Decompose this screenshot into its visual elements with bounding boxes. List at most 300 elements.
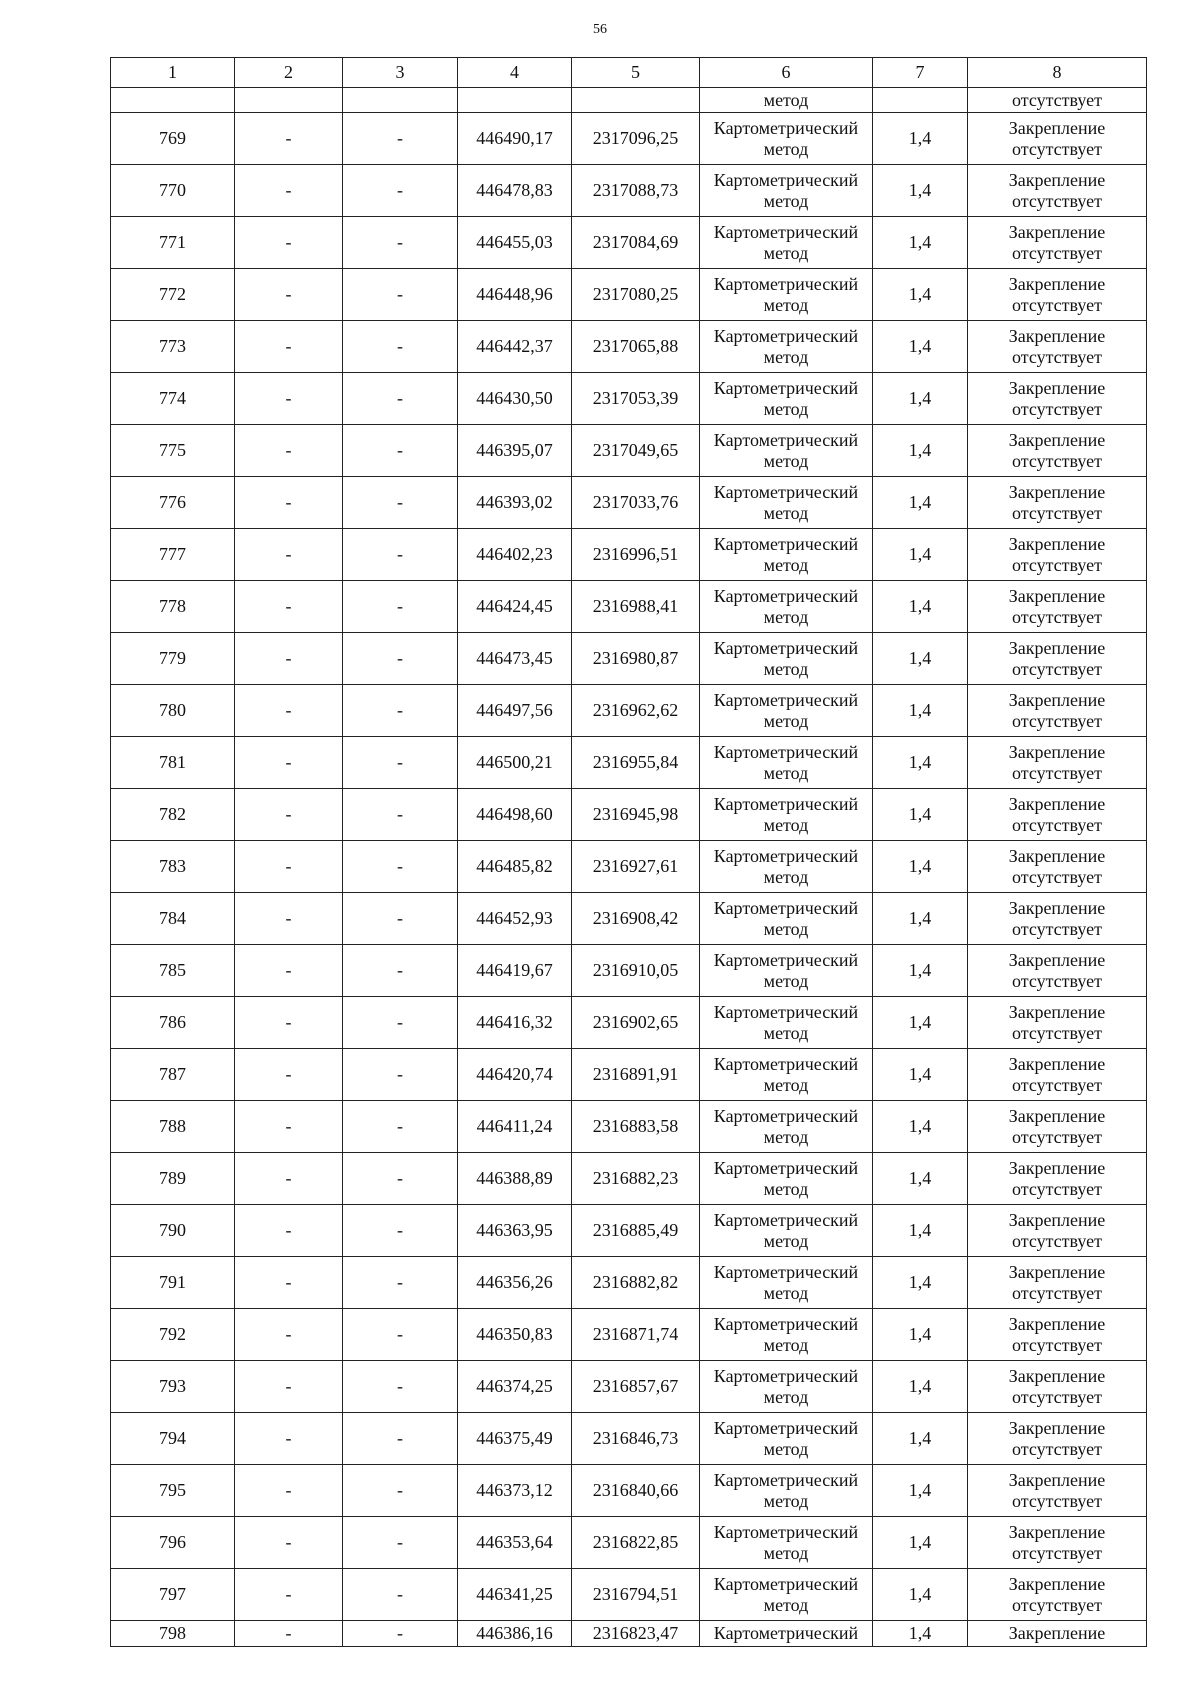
table-cell: - bbox=[343, 893, 458, 945]
method-line-1: Картометрический bbox=[713, 221, 859, 242]
table-row bbox=[111, 1413, 1147, 1465]
fixation-cell bbox=[968, 737, 1147, 789]
method-line-2: метод bbox=[763, 1230, 809, 1251]
point-number-cell: 782 bbox=[111, 789, 235, 841]
accuracy-cell bbox=[873, 88, 968, 113]
method-cell bbox=[700, 217, 873, 269]
fixation-line-2: отсутствует bbox=[1011, 1230, 1103, 1251]
fixation-line-2: отсутствует bbox=[1011, 1334, 1103, 1355]
fixation-line-1: Закрепление bbox=[1008, 1209, 1106, 1230]
fixation-line-1: Закрепление bbox=[1008, 1001, 1106, 1022]
method-line-2: метод bbox=[763, 398, 809, 419]
table-cell: - bbox=[343, 1049, 458, 1101]
table-row bbox=[111, 269, 1147, 321]
accuracy-cell: 1,4 bbox=[873, 217, 968, 269]
table-row bbox=[111, 997, 1147, 1049]
table-cell: - bbox=[343, 425, 458, 477]
method-cell bbox=[700, 269, 873, 321]
accuracy-cell: 1,4 bbox=[873, 1205, 968, 1257]
accuracy-cell: 1,4 bbox=[873, 841, 968, 893]
table-row bbox=[111, 737, 1147, 789]
method-cell bbox=[700, 1361, 873, 1413]
column-header: 5 bbox=[572, 58, 700, 88]
fixation-line-1: Закрепление bbox=[1008, 1521, 1106, 1542]
x-coordinate-cell: 446478,83 bbox=[458, 165, 572, 217]
table-cell: - bbox=[343, 373, 458, 425]
table-cell: - bbox=[343, 269, 458, 321]
fixation-cell bbox=[968, 1205, 1147, 1257]
table-row bbox=[111, 113, 1147, 165]
table-cell: - bbox=[235, 1101, 343, 1153]
accuracy-cell: 1,4 bbox=[873, 685, 968, 737]
point-number-cell: 778 bbox=[111, 581, 235, 633]
table-cell: - bbox=[235, 1517, 343, 1569]
fixation-cell bbox=[968, 1361, 1147, 1413]
y-coordinate-cell: 2317053,39 bbox=[572, 373, 700, 425]
table-row bbox=[111, 581, 1147, 633]
column-header: 3 bbox=[343, 58, 458, 88]
y-coordinate-cell: 2317080,25 bbox=[572, 269, 700, 321]
accuracy-cell: 1,4 bbox=[873, 997, 968, 1049]
fixation-cell bbox=[968, 1517, 1147, 1569]
fixation-line-1: Закрепление bbox=[1008, 1417, 1106, 1438]
y-coordinate-cell: 2316902,65 bbox=[572, 997, 700, 1049]
accuracy-cell: 1,4 bbox=[873, 1621, 968, 1647]
fixation-cell bbox=[968, 425, 1147, 477]
fixation-cell bbox=[968, 841, 1147, 893]
fixation-line-2: отсутствует bbox=[1011, 1490, 1103, 1511]
fixation-line-2: отсутствует bbox=[1011, 1438, 1103, 1459]
method-cell bbox=[700, 321, 873, 373]
y-coordinate-cell bbox=[572, 88, 700, 113]
method-line-1: Картометрический bbox=[713, 1001, 859, 1022]
table-cell: - bbox=[235, 893, 343, 945]
method-line-1: Картометрический bbox=[713, 1313, 859, 1334]
method-cell bbox=[700, 1205, 873, 1257]
table-cell: - bbox=[343, 1569, 458, 1621]
method-cell bbox=[700, 997, 873, 1049]
method-cell bbox=[700, 789, 873, 841]
table-cell: - bbox=[343, 1101, 458, 1153]
y-coordinate-cell: 2317065,88 bbox=[572, 321, 700, 373]
method-line-2: метод bbox=[763, 1438, 809, 1459]
column-header: 4 bbox=[458, 58, 572, 88]
table-row bbox=[111, 1101, 1147, 1153]
fixation-cell bbox=[968, 945, 1147, 997]
x-coordinate-cell: 446395,07 bbox=[458, 425, 572, 477]
method-line-1: Картометрический bbox=[713, 1573, 859, 1594]
method-line-1: Картометрический bbox=[713, 585, 859, 606]
table-cell: - bbox=[343, 789, 458, 841]
page-number: 56 bbox=[593, 22, 607, 37]
table-row bbox=[111, 1257, 1147, 1309]
point-number-cell: 783 bbox=[111, 841, 235, 893]
fixation-line-2: отсутствует bbox=[1011, 1542, 1103, 1563]
method-line-2: метод bbox=[763, 554, 809, 575]
table-cell: - bbox=[235, 997, 343, 1049]
table-cell: - bbox=[235, 1049, 343, 1101]
table-cell: - bbox=[235, 1621, 343, 1647]
point-number-cell: 775 bbox=[111, 425, 235, 477]
column-header: 2 bbox=[235, 58, 343, 88]
fixation-line-1: Закрепление bbox=[1008, 117, 1106, 138]
accuracy-cell: 1,4 bbox=[873, 1257, 968, 1309]
table-cell: - bbox=[235, 633, 343, 685]
fixation-cell bbox=[968, 269, 1147, 321]
x-coordinate-cell: 446473,45 bbox=[458, 633, 572, 685]
table-cell: - bbox=[235, 1465, 343, 1517]
fixation-line-1: Закрепление bbox=[1008, 169, 1106, 190]
method-line-1: Картометрический bbox=[713, 429, 859, 450]
table-cell: - bbox=[343, 529, 458, 581]
method-cell bbox=[700, 1257, 873, 1309]
method-cell: метод bbox=[700, 88, 873, 113]
table-row bbox=[111, 633, 1147, 685]
table-cell: - bbox=[343, 997, 458, 1049]
table-cell: - bbox=[343, 1621, 458, 1647]
fixation-line-2: отсутствует bbox=[1011, 970, 1103, 991]
column-header: 8 bbox=[968, 58, 1147, 88]
table-cell bbox=[235, 88, 343, 113]
fixation-cell bbox=[968, 1049, 1147, 1101]
fixation-line-2: отсутствует bbox=[1011, 1126, 1103, 1147]
column-header: 6 bbox=[700, 58, 873, 88]
table-row-partial bbox=[111, 1621, 1147, 1647]
method-line-1: Картометрический bbox=[713, 1521, 859, 1542]
point-number-cell: 794 bbox=[111, 1413, 235, 1465]
fixation-line-2: отсутствует bbox=[1011, 1594, 1103, 1615]
y-coordinate-cell: 2316794,51 bbox=[572, 1569, 700, 1621]
method-cell bbox=[700, 529, 873, 581]
fixation-line-1: Закрепление bbox=[1008, 585, 1106, 606]
x-coordinate-cell: 446419,67 bbox=[458, 945, 572, 997]
fixation-cell bbox=[968, 1257, 1147, 1309]
fixation-cell bbox=[968, 1309, 1147, 1361]
table-cell: - bbox=[343, 165, 458, 217]
fixation-cell bbox=[968, 685, 1147, 737]
table-cell: - bbox=[343, 1257, 458, 1309]
method-line-2: метод bbox=[763, 1386, 809, 1407]
point-number-cell: 769 bbox=[111, 113, 235, 165]
coordinates-table bbox=[110, 57, 1147, 1647]
table-cell: - bbox=[343, 581, 458, 633]
method-line-1: Картометрический bbox=[713, 325, 859, 346]
table-cell: - bbox=[235, 1205, 343, 1257]
fixation-cell bbox=[968, 113, 1147, 165]
table-row bbox=[111, 789, 1147, 841]
method-line-1: Картометрический bbox=[713, 637, 859, 658]
method-line-1: Картометрический bbox=[713, 793, 859, 814]
table-cell: - bbox=[235, 1153, 343, 1205]
fixation-cell: Закрепление bbox=[968, 1621, 1147, 1647]
table-cell: - bbox=[343, 321, 458, 373]
y-coordinate-cell: 2316882,82 bbox=[572, 1257, 700, 1309]
method-line-1: Картометрический bbox=[713, 1365, 859, 1386]
accuracy-cell: 1,4 bbox=[873, 529, 968, 581]
point-number-cell: 784 bbox=[111, 893, 235, 945]
fixation-line-1: Закрепление bbox=[1008, 689, 1106, 710]
table-cell: - bbox=[235, 321, 343, 373]
point-number-cell: 776 bbox=[111, 477, 235, 529]
method-line-1: Картометрический bbox=[713, 1469, 859, 1490]
method-line-2: метод bbox=[763, 762, 809, 783]
method-cell bbox=[700, 1465, 873, 1517]
fixation-cell bbox=[968, 217, 1147, 269]
continued-row bbox=[111, 88, 1147, 113]
table-row bbox=[111, 841, 1147, 893]
x-coordinate-cell: 446375,49 bbox=[458, 1413, 572, 1465]
table-cell: - bbox=[235, 789, 343, 841]
method-line-2: метод bbox=[763, 190, 809, 211]
fixation-line-1: Закрепление bbox=[1008, 793, 1106, 814]
point-number-cell: 777 bbox=[111, 529, 235, 581]
point-number-cell: 789 bbox=[111, 1153, 235, 1205]
table-row bbox=[111, 1517, 1147, 1569]
method-cell bbox=[700, 1413, 873, 1465]
y-coordinate-cell: 2316846,73 bbox=[572, 1413, 700, 1465]
accuracy-cell: 1,4 bbox=[873, 1413, 968, 1465]
table-row bbox=[111, 1049, 1147, 1101]
point-number-cell: 786 bbox=[111, 997, 235, 1049]
method-cell bbox=[700, 841, 873, 893]
x-coordinate-cell: 446455,03 bbox=[458, 217, 572, 269]
accuracy-cell: 1,4 bbox=[873, 113, 968, 165]
table-cell: - bbox=[343, 841, 458, 893]
fixation-line-2: отсутствует bbox=[1011, 554, 1103, 575]
table-cell bbox=[343, 88, 458, 113]
method-line-2: метод bbox=[763, 970, 809, 991]
table-cell: - bbox=[235, 1257, 343, 1309]
fixation-line-2: отсутствует bbox=[1011, 294, 1103, 315]
method-line-2: метод bbox=[763, 450, 809, 471]
fixation-line-1: Закрепление bbox=[1008, 1105, 1106, 1126]
y-coordinate-cell: 2316891,91 bbox=[572, 1049, 700, 1101]
fixation-line-2: отсутствует bbox=[1011, 710, 1103, 731]
fixation-line-2: отсутствует bbox=[1011, 398, 1103, 419]
method-cell bbox=[700, 165, 873, 217]
y-coordinate-cell: 2317084,69 bbox=[572, 217, 700, 269]
x-coordinate-cell: 446402,23 bbox=[458, 529, 572, 581]
table-cell: - bbox=[343, 477, 458, 529]
point-number-cell: 774 bbox=[111, 373, 235, 425]
fixation-line-1: Закрепление bbox=[1008, 1157, 1106, 1178]
method-line-1: Картометрический bbox=[713, 949, 859, 970]
y-coordinate-cell: 2316871,74 bbox=[572, 1309, 700, 1361]
y-coordinate-cell: 2316822,85 bbox=[572, 1517, 700, 1569]
table-cell: - bbox=[235, 113, 343, 165]
table-cell: - bbox=[343, 685, 458, 737]
y-coordinate-cell: 2316883,58 bbox=[572, 1101, 700, 1153]
table-row bbox=[111, 529, 1147, 581]
x-coordinate-cell: 446353,64 bbox=[458, 1517, 572, 1569]
method-line-1: Картометрический bbox=[713, 741, 859, 762]
method-line-1: Картометрический bbox=[713, 1261, 859, 1282]
x-coordinate-cell: 446420,74 bbox=[458, 1049, 572, 1101]
method-line-2: метод bbox=[763, 918, 809, 939]
x-coordinate-cell: 446373,12 bbox=[458, 1465, 572, 1517]
y-coordinate-cell: 2317033,76 bbox=[572, 477, 700, 529]
fixation-line-2: отсутствует bbox=[1011, 866, 1103, 887]
accuracy-cell: 1,4 bbox=[873, 321, 968, 373]
fixation-line-1: Закрепление bbox=[1008, 221, 1106, 242]
method-line-1: Картометрический bbox=[713, 845, 859, 866]
x-coordinate-cell: 446442,37 bbox=[458, 321, 572, 373]
table-row bbox=[111, 477, 1147, 529]
y-coordinate-cell: 2316955,84 bbox=[572, 737, 700, 789]
x-coordinate-cell: 446430,50 bbox=[458, 373, 572, 425]
point-number-cell: 785 bbox=[111, 945, 235, 997]
table-cell: - bbox=[343, 633, 458, 685]
method-line-2: метод bbox=[763, 242, 809, 263]
fixation-line-2: отсутствует bbox=[1011, 450, 1103, 471]
fixation-line-1: Закрепление bbox=[1008, 481, 1106, 502]
method-line-1: Картометрический bbox=[713, 689, 859, 710]
point-number-cell: 798 bbox=[111, 1621, 235, 1647]
table-cell: - bbox=[235, 1309, 343, 1361]
x-coordinate-cell: 446497,56 bbox=[458, 685, 572, 737]
method-line-2: метод bbox=[763, 1282, 809, 1303]
method-cell bbox=[700, 581, 873, 633]
accuracy-cell: 1,4 bbox=[873, 373, 968, 425]
point-number-cell: 787 bbox=[111, 1049, 235, 1101]
method-cell bbox=[700, 477, 873, 529]
fixation-cell bbox=[968, 373, 1147, 425]
method-line-1: Картометрический bbox=[713, 1157, 859, 1178]
accuracy-cell: 1,4 bbox=[873, 1361, 968, 1413]
fixation-cell bbox=[968, 477, 1147, 529]
accuracy-cell: 1,4 bbox=[873, 1101, 968, 1153]
fixation-cell bbox=[968, 581, 1147, 633]
table-row bbox=[111, 217, 1147, 269]
method-line-2: метод bbox=[763, 1490, 809, 1511]
method-cell bbox=[700, 1101, 873, 1153]
point-number-cell: 796 bbox=[111, 1517, 235, 1569]
point-number-cell: 792 bbox=[111, 1309, 235, 1361]
method-line-1: Картометрический bbox=[713, 897, 859, 918]
point-number-cell: 781 bbox=[111, 737, 235, 789]
table-cell: - bbox=[343, 217, 458, 269]
method-line-2: метод bbox=[763, 1074, 809, 1095]
method-line-1: Картометрический bbox=[713, 273, 859, 294]
method-line-2: метод bbox=[763, 710, 809, 731]
fixation-line-2: отсутствует bbox=[1011, 346, 1103, 367]
fixation-line-1: Закрепление bbox=[1008, 637, 1106, 658]
table-cell: - bbox=[235, 425, 343, 477]
table-cell: - bbox=[235, 217, 343, 269]
accuracy-cell: 1,4 bbox=[873, 633, 968, 685]
point-number-cell: 770 bbox=[111, 165, 235, 217]
method-line-2: метод bbox=[763, 1594, 809, 1615]
method-line-2: метод bbox=[763, 814, 809, 835]
table-cell: - bbox=[235, 269, 343, 321]
table-row bbox=[111, 373, 1147, 425]
fixation-line-2: отсутствует bbox=[1011, 242, 1103, 263]
accuracy-cell: 1,4 bbox=[873, 1569, 968, 1621]
fixation-line-2: отсутствует bbox=[1011, 658, 1103, 679]
method-cell bbox=[700, 737, 873, 789]
x-coordinate-cell: 446388,89 bbox=[458, 1153, 572, 1205]
method-line-2: метод bbox=[763, 1542, 809, 1563]
method-line-1: Картометрический bbox=[713, 1209, 859, 1230]
table-cell: - bbox=[235, 1569, 343, 1621]
accuracy-cell: 1,4 bbox=[873, 425, 968, 477]
method-line-2: метод bbox=[763, 138, 809, 159]
point-number-cell: 797 bbox=[111, 1569, 235, 1621]
y-coordinate-cell: 2316908,42 bbox=[572, 893, 700, 945]
table-cell: - bbox=[235, 685, 343, 737]
fixation-cell bbox=[968, 893, 1147, 945]
fixation-line-1: Закрепление bbox=[1008, 273, 1106, 294]
method-line-1: Картометрический bbox=[713, 1053, 859, 1074]
table-cell: - bbox=[343, 1153, 458, 1205]
x-coordinate-cell: 446386,16 bbox=[458, 1621, 572, 1647]
fixation-line-2: отсутствует bbox=[1011, 1178, 1103, 1199]
method-line-2: метод bbox=[763, 502, 809, 523]
x-coordinate-cell bbox=[458, 88, 572, 113]
fixation-line-2: отсутствует bbox=[1011, 918, 1103, 939]
point-number-cell: 779 bbox=[111, 633, 235, 685]
table-row bbox=[111, 1361, 1147, 1413]
table-cell: - bbox=[235, 945, 343, 997]
accuracy-cell: 1,4 bbox=[873, 1517, 968, 1569]
fixation-line-2: отсутствует bbox=[1011, 502, 1103, 523]
accuracy-cell: 1,4 bbox=[873, 945, 968, 997]
x-coordinate-cell: 446363,95 bbox=[458, 1205, 572, 1257]
method-cell bbox=[700, 1517, 873, 1569]
point-number-cell: 791 bbox=[111, 1257, 235, 1309]
point-number-cell: 788 bbox=[111, 1101, 235, 1153]
accuracy-cell: 1,4 bbox=[873, 737, 968, 789]
table-cell: - bbox=[343, 1361, 458, 1413]
point-number-cell: 772 bbox=[111, 269, 235, 321]
fixation-line-1: Закрепление bbox=[1008, 1261, 1106, 1282]
fixation-line-2: отсутствует bbox=[1011, 1022, 1103, 1043]
table-row bbox=[111, 321, 1147, 373]
fixation-line-1: Закрепление bbox=[1008, 1469, 1106, 1490]
method-line-2: метод bbox=[763, 294, 809, 315]
table-row bbox=[111, 165, 1147, 217]
method-cell bbox=[700, 373, 873, 425]
accuracy-cell: 1,4 bbox=[873, 1309, 968, 1361]
table-cell: - bbox=[343, 1517, 458, 1569]
method-cell bbox=[700, 1309, 873, 1361]
y-coordinate-cell: 2316882,23 bbox=[572, 1153, 700, 1205]
column-header: 7 bbox=[873, 58, 968, 88]
fixation-cell bbox=[968, 997, 1147, 1049]
point-number-cell: 771 bbox=[111, 217, 235, 269]
fixation-line-2: отсутствует bbox=[1011, 1386, 1103, 1407]
table-cell: - bbox=[235, 841, 343, 893]
fixation-cell bbox=[968, 1569, 1147, 1621]
fixation-cell bbox=[968, 1413, 1147, 1465]
point-number-cell: 780 bbox=[111, 685, 235, 737]
accuracy-cell: 1,4 bbox=[873, 269, 968, 321]
y-coordinate-cell: 2316927,61 bbox=[572, 841, 700, 893]
x-coordinate-cell: 446374,25 bbox=[458, 1361, 572, 1413]
fixation-cell bbox=[968, 1153, 1147, 1205]
table-cell: - bbox=[343, 1205, 458, 1257]
method-line-1: Картометрический bbox=[713, 1417, 859, 1438]
method-cell bbox=[700, 113, 873, 165]
table-cell: - bbox=[343, 1465, 458, 1517]
method-cell bbox=[700, 1049, 873, 1101]
point-number-cell: 790 bbox=[111, 1205, 235, 1257]
fixation-line-2: отсутствует bbox=[1011, 814, 1103, 835]
table-row bbox=[111, 685, 1147, 737]
fixation-line-2: отсутствует bbox=[1011, 190, 1103, 211]
fixation-cell bbox=[968, 1465, 1147, 1517]
table-cell: - bbox=[235, 477, 343, 529]
